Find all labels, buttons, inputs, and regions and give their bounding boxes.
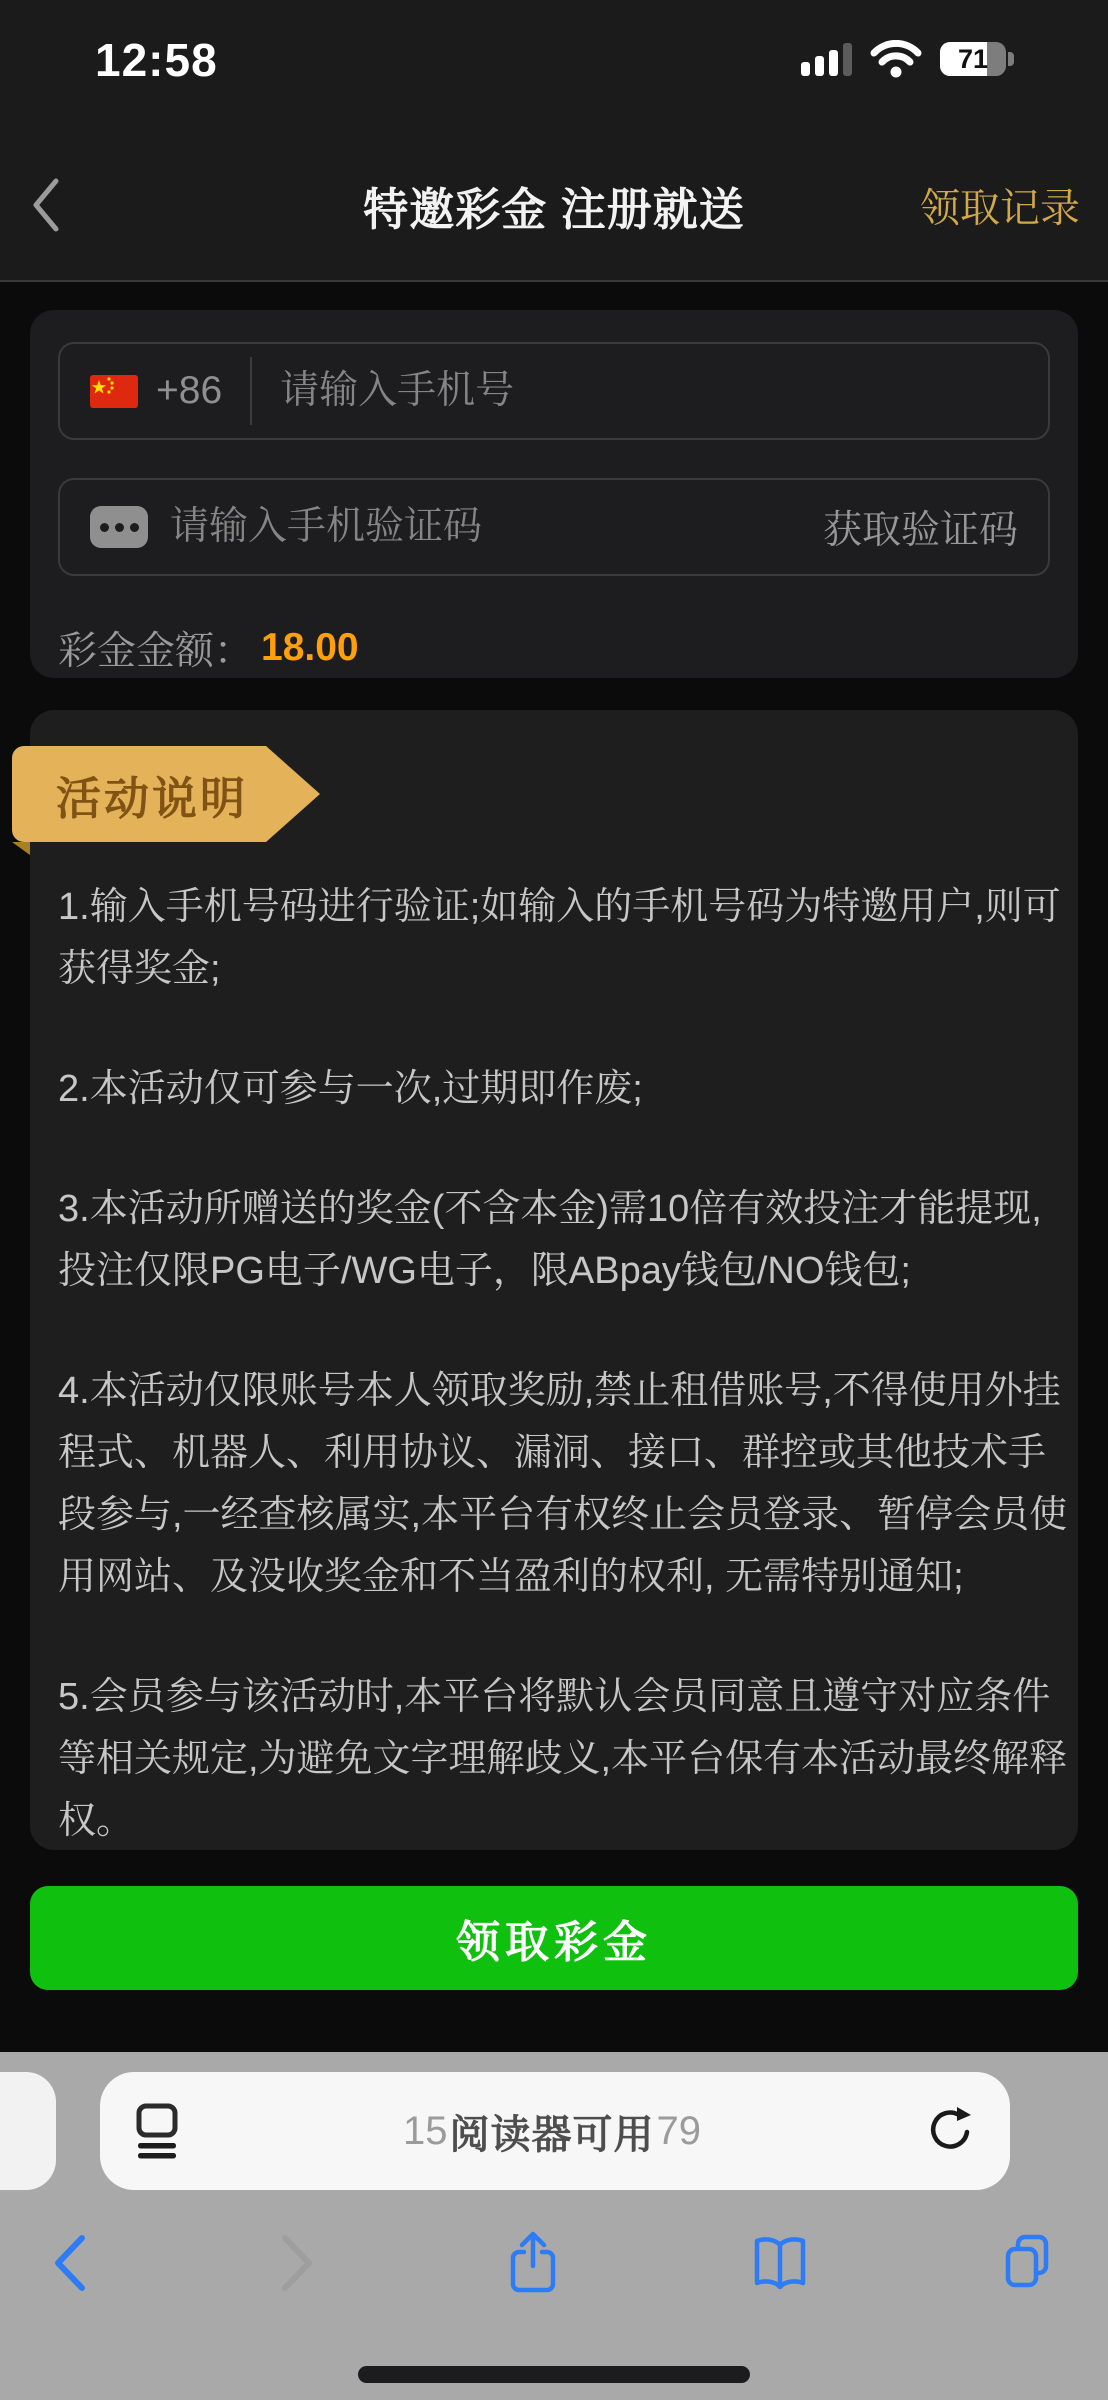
bookmarks-icon xyxy=(750,2233,810,2293)
promo-rules-text xyxy=(30,710,1078,1850)
china-flag-icon xyxy=(90,375,138,408)
rule-5: 5.会员参与该活动时,本平台将默认会员同意且遵守对应条件 等相关规定,为避免文字理解歧义,本平台保有本活动最终解释 权。 xyxy=(58,1676,1068,1842)
bonus-amount-value: 18.00 xyxy=(261,626,359,669)
divider xyxy=(250,357,252,425)
browser-back-button[interactable] xyxy=(50,2230,88,2296)
reader-button[interactable] xyxy=(136,2103,178,2159)
safari-bottom-bar xyxy=(0,2052,1108,2400)
status-bar xyxy=(0,0,1108,130)
reader-icon xyxy=(136,2103,178,2159)
share-icon xyxy=(507,2230,559,2296)
reader-available-label: 阅读器可用 xyxy=(449,2112,655,2157)
country-code[interactable]: +86 xyxy=(156,369,223,412)
claim-records-link[interactable]: 领取记录 xyxy=(920,186,1080,231)
battery-percent: 71 xyxy=(957,43,989,74)
rule-3: 3.本活动所赠送的奖金(不含本金)需10倍有效投注才能提现, 投注仅限PG电子/WG电子，限ABpay钱包/NO钱包; xyxy=(58,1188,1042,1292)
bonus-form-card xyxy=(30,310,1078,678)
adjacent-tab-peek[interactable] xyxy=(0,2072,56,2190)
browser-forward-button[interactable] xyxy=(279,2230,317,2296)
home-indicator[interactable] xyxy=(358,2366,750,2383)
address-bar-text xyxy=(403,2103,701,2160)
verification-code-input[interactable] xyxy=(170,505,823,549)
code-dots-icon xyxy=(90,506,148,548)
wifi-icon xyxy=(870,40,922,78)
get-code-button[interactable]: 获取验证码 xyxy=(823,499,1018,555)
promo-badge-ribbon xyxy=(12,746,266,842)
back-button[interactable] xyxy=(30,176,64,234)
promo-rules-card xyxy=(30,710,1078,1850)
bookmarks-button[interactable] xyxy=(750,2230,810,2296)
safari-toolbar xyxy=(0,2230,1108,2296)
page-title: 特邀彩金 注册就送 xyxy=(363,183,745,235)
share-button[interactable] xyxy=(507,2230,559,2296)
nav-bar xyxy=(0,130,1108,282)
phone-input-row xyxy=(58,342,1050,440)
chevron-forward-icon xyxy=(279,2232,317,2294)
status-time: 12:58 xyxy=(95,34,218,86)
url-fragment-right: 79 xyxy=(656,2108,701,2153)
promo-badge-label: 活动说明 xyxy=(56,772,249,824)
bonus-amount-label: 彩金金额： xyxy=(58,630,254,673)
phone-input[interactable] xyxy=(280,369,1018,413)
tabs-button[interactable] xyxy=(1000,2230,1058,2296)
refresh-icon xyxy=(926,2105,974,2157)
cellular-signal-icon xyxy=(801,42,852,76)
rule-2: 2.本活动仅可参与一次,过期即作废; xyxy=(58,1068,643,1110)
tabs-icon xyxy=(1000,2233,1058,2293)
battery-icon xyxy=(940,42,1014,76)
status-icons xyxy=(801,40,1014,78)
url-fragment-left: 15 xyxy=(403,2108,448,2153)
chevron-back-icon xyxy=(50,2232,88,2294)
code-input-row xyxy=(58,478,1050,576)
bonus-amount-row xyxy=(58,620,1050,676)
rule-4: 4.本活动仅限账号本人领取奖励,禁止租借账号,不得使用外挂 程式、机器人、利用协议、漏洞、接口、群控或其他技术手 段参与,一经查核属实,本平台有权终止会员登录、暂停会员使 用网站、及没收奖金和不当盈利的权利, 无需特别通知; xyxy=(58,1370,1068,1598)
chevron-left-icon xyxy=(30,177,60,233)
claim-bonus-button[interactable]: 领取彩金 xyxy=(30,1886,1078,1990)
address-bar[interactable] xyxy=(100,2072,1010,2190)
rule-1: 1.输入手机号码进行验证;如输入的手机号码为特邀用户,则可 获得奖金; xyxy=(58,886,1061,990)
refresh-button[interactable] xyxy=(926,2105,974,2157)
